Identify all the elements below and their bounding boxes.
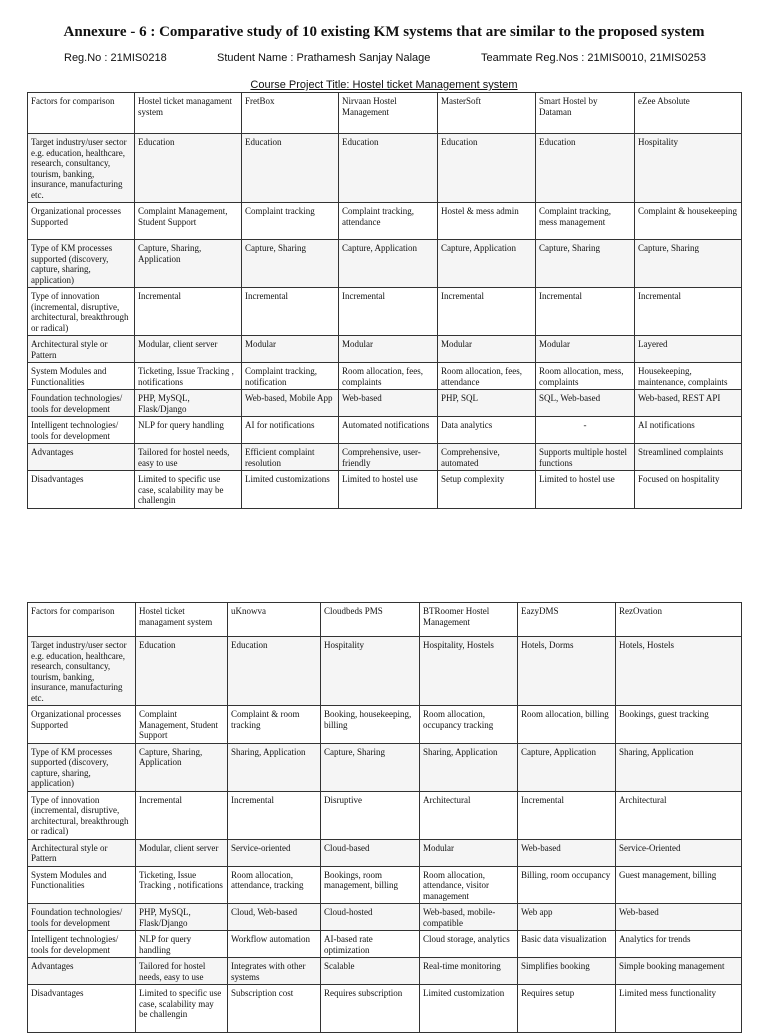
table-cell: PHP, MySQL, Flask/Django (135, 390, 242, 417)
table-row (28, 288, 742, 336)
table-cell: Workflow automation (228, 931, 321, 958)
table-cell: Limited to specific use case, scalability may be challengin (135, 471, 242, 509)
table-cell: Room allocation, billing (518, 706, 616, 744)
table-cell: PHP, MySQL, Flask/Django (136, 904, 228, 931)
row-label: System Modules and Functionalities (28, 363, 135, 390)
table-row (28, 417, 742, 444)
table-cell: Education (242, 134, 339, 203)
table-cell: AI notifications (635, 417, 742, 444)
table-row (28, 866, 742, 904)
table-cell: Focused on hospitality (635, 471, 742, 509)
table-cell: Architectural (616, 791, 742, 839)
comparison-table-2 (27, 602, 742, 1033)
table-row (28, 363, 742, 390)
table-cell: Complaint & housekeeping (635, 203, 742, 240)
table-cell: Incremental (339, 288, 438, 336)
table-cell: Web-based (518, 839, 616, 866)
table-cell: Incremental (135, 288, 242, 336)
table-cell: NLP for query handling (135, 417, 242, 444)
row-label: Foundation technologies/ tools for development (28, 904, 136, 931)
table-cell: Incremental (228, 791, 321, 839)
table-row (28, 743, 742, 791)
table-cell: Requires setup (518, 985, 616, 1033)
table-cell: Hospitality (321, 637, 420, 706)
table-cell: Cloud-hosted (321, 904, 420, 931)
table-cell: Data analytics (438, 417, 536, 444)
row-label: Architectural style or Pattern (28, 839, 136, 866)
table-cell: Web-based, REST API (635, 390, 742, 417)
table-cell: Architectural (420, 791, 518, 839)
table-row (28, 603, 742, 637)
table-cell: Room allocation, mess, complaints (536, 363, 635, 390)
table-cell: Comprehensive, user-friendly (339, 444, 438, 471)
table-cell: Cloudbeds PMS (321, 603, 420, 637)
table-cell: AI-based rate optimization (321, 931, 420, 958)
table-cell: Room allocation, fees, attendance (438, 363, 536, 390)
row-label: Intelligent technologies/ tools for development (28, 417, 135, 444)
table-cell: Hospitality, Hostels (420, 637, 518, 706)
table-row (28, 471, 742, 509)
table-cell: Complaint Management, Student Support (135, 203, 242, 240)
table-row (28, 706, 742, 744)
table-cell: Hospitality (635, 134, 742, 203)
table-cell: Simple booking management (616, 958, 742, 985)
table-cell: Nirvaan Hostel Management (339, 93, 438, 134)
table-cell: Education (438, 134, 536, 203)
table-cell: Tailored for hostel needs, easy to use (135, 444, 242, 471)
table-cell: Complaint tracking, attendance (339, 203, 438, 240)
row-label: Disadvantages (28, 985, 136, 1033)
table-cell: Service-Oriented (616, 839, 742, 866)
table-cell: Education (135, 134, 242, 203)
table-cell: Tailored for hostel needs, easy to use (136, 958, 228, 985)
table-cell: Cloud-based (321, 839, 420, 866)
row-label: Target industry/user sector e.g. education, healthcare, research, consultancy, tourism, banking, insurance, manufacturing etc. (28, 134, 135, 203)
row-label: Organizational processes Supported (28, 203, 135, 240)
table-cell: Capture, Sharing (635, 240, 742, 288)
page-title: Annexure - 6 : Comparative study of 10 existing KM systems that are similar to the proposed system (63, 24, 705, 40)
table-cell: MasterSoft (438, 93, 536, 134)
table-cell: Limited mess functionality (616, 985, 742, 1033)
table-cell: Booking, housekeeping, billing (321, 706, 420, 744)
table-cell: Requires subscription (321, 985, 420, 1033)
row-label: System Modules and Functionalities (28, 866, 136, 904)
table-cell: Web-based, mobile-compatible (420, 904, 518, 931)
course-project-title: Course Project Title: Hostel ticket Management system (250, 79, 518, 91)
table-row (28, 444, 742, 471)
table-cell: PHP, SQL (438, 390, 536, 417)
table-cell: Sharing, Application (420, 743, 518, 791)
table-cell: Education (228, 637, 321, 706)
table-row (28, 390, 742, 417)
table-row (28, 904, 742, 931)
table-cell: Real-time monitoring (420, 958, 518, 985)
table-row (28, 134, 742, 203)
row-label: Factors for comparison (28, 93, 135, 134)
table-cell: Modular (339, 336, 438, 363)
table-cell: AI for notifications (242, 417, 339, 444)
table-cell: Capture, Sharing, Application (136, 743, 228, 791)
table-cell: Smart Hostel by Dataman (536, 93, 635, 134)
table-cell: Simplifies booking (518, 958, 616, 985)
table-cell: Capture, Application (438, 240, 536, 288)
table-cell: Cloud storage, analytics (420, 931, 518, 958)
table-row (28, 791, 742, 839)
row-label: Disadvantages (28, 471, 135, 509)
table-cell: Capture, Application (339, 240, 438, 288)
row-label: Organizational processes Supported (28, 706, 136, 744)
table-cell: EazyDMS (518, 603, 616, 637)
table-cell: Layered (635, 336, 742, 363)
table-cell: Limited customization (420, 985, 518, 1033)
table-cell: Education (536, 134, 635, 203)
table-row (28, 240, 742, 288)
table-cell: Basic data visualization (518, 931, 616, 958)
table-row (28, 637, 742, 706)
table-cell: Ticketing, Issue Tracking , notifications (135, 363, 242, 390)
table-cell: Service-oriented (228, 839, 321, 866)
table-cell: uKnowva (228, 603, 321, 637)
table-cell: SQL, Web-based (536, 390, 635, 417)
table-cell: Room allocation, occupancy tracking (420, 706, 518, 744)
table-row (28, 203, 742, 240)
table-cell: FretBox (242, 93, 339, 134)
table-cell: Limited to hostel use (339, 471, 438, 509)
table-cell: Incremental (536, 288, 635, 336)
table-cell: Efficient complaint resolution (242, 444, 339, 471)
table-row (28, 93, 742, 134)
table-cell: eZee Absolute (635, 93, 742, 134)
row-label: Advantages (28, 444, 135, 471)
table-cell: Subscription cost (228, 985, 321, 1033)
table-cell: Incremental (242, 288, 339, 336)
table-cell: Modular (242, 336, 339, 363)
table-cell: Limited customizations (242, 471, 339, 509)
table-cell: Hostel & mess admin (438, 203, 536, 240)
table-cell: Capture, Sharing, Application (135, 240, 242, 288)
table-cell: Setup complexity (438, 471, 536, 509)
table-cell: Web-based (339, 390, 438, 417)
table-cell: Incremental (136, 791, 228, 839)
table-cell: - (536, 417, 635, 444)
table-cell: Complaint Management, Student Support (136, 706, 228, 744)
table-cell: Room allocation, fees, complaints (339, 363, 438, 390)
table-cell: Integrates with other systems (228, 958, 321, 985)
table-cell: Capture, Sharing (536, 240, 635, 288)
table-cell: Education (136, 637, 228, 706)
table-cell: Modular (438, 336, 536, 363)
row-label: Type of KM processes supported (discovery, capture, sharing, application) (28, 240, 135, 288)
table-cell: Bookings, room management, billing (321, 866, 420, 904)
table-cell: Web-based (616, 904, 742, 931)
table-cell: Bookings, guest tracking (616, 706, 742, 744)
table-row (28, 336, 742, 363)
table-cell: Sharing, Application (228, 743, 321, 791)
row-label: Foundation technologies/ tools for development (28, 390, 135, 417)
row-label: Advantages (28, 958, 136, 985)
table-cell: Comprehensive, automated (438, 444, 536, 471)
table-cell: Ticketing, Issue Tracking , notifications (136, 866, 228, 904)
table-cell: Complaint tracking, notification (242, 363, 339, 390)
table-cell: BTRoomer Hostel Management (420, 603, 518, 637)
table-cell: Capture, Application (518, 743, 616, 791)
table-cell: Modular, client server (136, 839, 228, 866)
table-cell: Complaint & room tracking (228, 706, 321, 744)
table-cell: Room allocation, attendance, tracking (228, 866, 321, 904)
student-name: Student Name : Prathamesh Sanjay Nalage (217, 52, 431, 64)
reg-no: Reg.No : 21MIS0218 (64, 52, 167, 64)
table-row (28, 985, 742, 1033)
teammate-reg-nos: Teammate Reg.Nos : 21MIS0010, 21MIS0253 (481, 52, 707, 64)
table-cell: Analytics for trends (616, 931, 742, 958)
table-cell: NLP for query handling (136, 931, 228, 958)
table-cell: Capture, Sharing (321, 743, 420, 791)
table-cell: Sharing, Application (616, 743, 742, 791)
table-cell: Complaint tracking (242, 203, 339, 240)
row-label: Type of KM processes supported (discovery, capture, sharing, application) (28, 743, 136, 791)
row-label: Target industry/user sector e.g. education, healthcare, research, consultancy, tourism, banking, insurance, manufacturing etc. (28, 637, 136, 706)
table-cell: Incremental (438, 288, 536, 336)
table-cell: Scalable (321, 958, 420, 985)
table-cell: Hotels, Dorms (518, 637, 616, 706)
row-label: Architectural style or Pattern (28, 336, 135, 363)
table-cell: Web-based, Mobile App (242, 390, 339, 417)
table-cell: Housekeeping, maintenance, complaints (635, 363, 742, 390)
table-cell: Hostel ticket managament system (135, 93, 242, 134)
table-cell: Education (339, 134, 438, 203)
table-cell: Hostel ticket managament system (136, 603, 228, 637)
row-label: Factors for comparison (28, 603, 136, 637)
table-cell: Streamlined complaints (635, 444, 742, 471)
table-cell: Guest management, billing (616, 866, 742, 904)
table-cell: Capture, Sharing (242, 240, 339, 288)
table-cell: Billing, room occupancy (518, 866, 616, 904)
table-cell: Web app (518, 904, 616, 931)
table-cell: Incremental (635, 288, 742, 336)
table-cell: Room allocation, attendance, visitor management (420, 866, 518, 904)
table-row (28, 839, 742, 866)
table-cell: Limited to specific use case, scalability may be challengin (136, 985, 228, 1033)
table-row (28, 931, 742, 958)
table-cell: Disruptive (321, 791, 420, 839)
table-cell: Modular, client server (135, 336, 242, 363)
table-row (28, 958, 742, 985)
row-label: Type of innovation (incremental, disruptive, architectural, breakthrough or radical) (28, 288, 135, 336)
comparison-table-1 (27, 92, 742, 509)
row-label: Type of innovation (incremental, disruptive, architectural, breakthrough or radical) (28, 791, 136, 839)
row-label: Intelligent technologies/ tools for development (28, 931, 136, 958)
table-cell: Limited to hostel use (536, 471, 635, 509)
table-cell: Incremental (518, 791, 616, 839)
table-cell: Modular (536, 336, 635, 363)
table-cell: Complaint tracking, mess management (536, 203, 635, 240)
table-cell: Modular (420, 839, 518, 866)
table-cell: Hotels, Hostels (616, 637, 742, 706)
table-cell: Supports multiple hostel functions (536, 444, 635, 471)
table-cell: Automated notifications (339, 417, 438, 444)
table-cell: Cloud, Web-based (228, 904, 321, 931)
table-cell: RezOvation (616, 603, 742, 637)
